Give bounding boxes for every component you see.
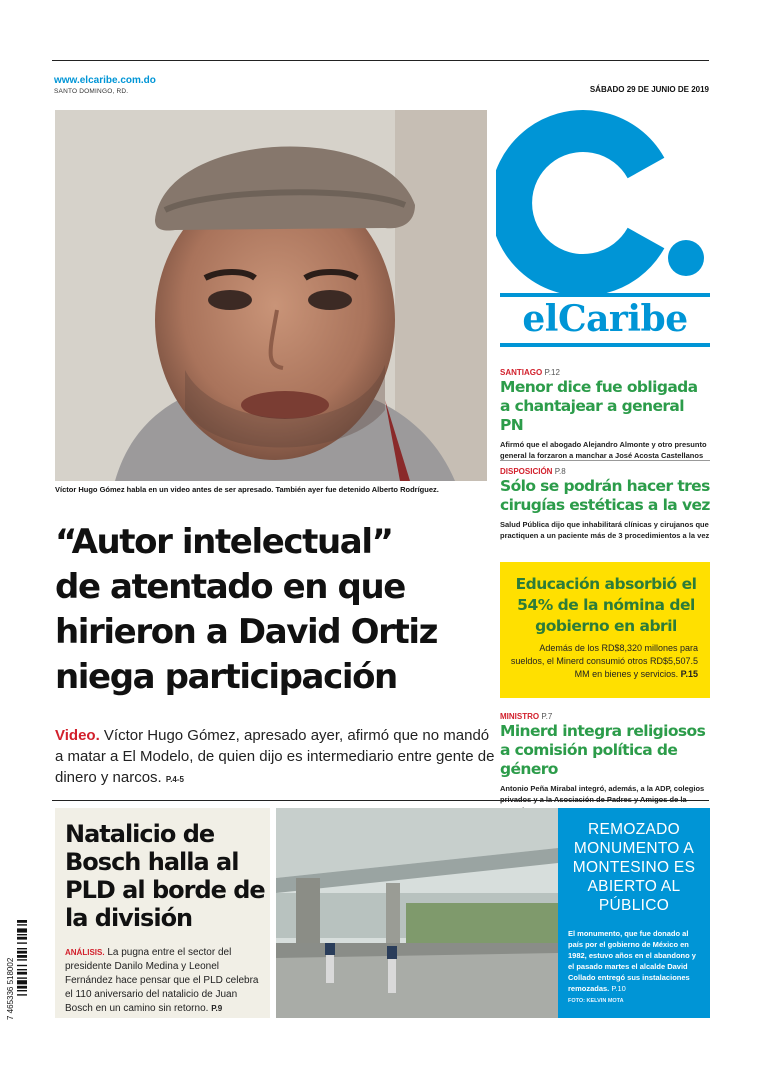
monument-photo[interactable] (276, 808, 558, 1018)
divider (500, 460, 710, 461)
montesino-text: El monumento, que fue donado al país por el gobierno de México en 1982, estuvo años en el abandono y el pasado martes el alcalde David Collado entregó sus instalaciones remozadas. (568, 929, 696, 993)
montesino-body (568, 928, 704, 994)
logo-wordmark[interactable]: elCaribe (522, 298, 688, 340)
kicker-label: MINISTRO (500, 712, 540, 721)
story-headline: Sólo se podrán hacer tres cirugías estéticas a la vez (500, 477, 710, 514)
logo-c-icon (496, 108, 710, 293)
lede-page: P.4-5 (165, 775, 184, 784)
hero-caption: Víctor Hugo Gómez habla en un video antes de ser apresado. También ayer fue detenido Alberto Rodríguez. (55, 485, 439, 494)
lede-text: Víctor Hugo Gómez, apresado ayer, afirmó que no mandó a matar a El Modelo, de quien dijo es intermediario entre gente de dinero y narcos. (55, 727, 495, 786)
montesino-headline: REMOZADO MONUMENTO A MONTESINO ES ABIERTO AL PÚBLICO (572, 821, 696, 914)
kicker-page: P.12 (544, 368, 560, 377)
education-box[interactable] (500, 562, 710, 698)
headline-line: niega participación (55, 657, 397, 697)
education-body (508, 642, 698, 681)
education-page: P.15 (680, 669, 698, 679)
site-url[interactable]: www.elcaribe.com.do (54, 75, 156, 86)
story-headline: Minerd integra religiosos a comisión política de género (500, 722, 706, 778)
story-kicker (500, 467, 710, 476)
logo-rule-top (500, 293, 710, 297)
bottom-rule (52, 800, 709, 801)
kicker-label: SANTIAGO (500, 368, 543, 377)
bosch-story[interactable] (55, 808, 270, 1018)
education-headline: Educación absorbió el 54% de la nómina del gobierno en abril (515, 575, 697, 635)
bosch-keyword: ANÁLISIS. (65, 948, 105, 957)
kicker-page: P.7 (541, 712, 553, 721)
story-kicker (500, 712, 710, 721)
education-text: Además de los RD$8,320 millones para sueldos, el Minerd consumió otros RD$5,507.5 MM en bienes y servicios. (510, 643, 698, 679)
monument-photo-illustration (276, 808, 558, 1018)
headline-line: hirieron a David Ortiz (55, 612, 438, 652)
kicker-page: P.8 (554, 467, 566, 476)
bosch-body (65, 946, 265, 1016)
top-rule (52, 60, 709, 61)
story-headline: Menor dice fue obligada a chantajear a general PN (500, 378, 698, 434)
lede-keyword: Video. (55, 727, 100, 744)
main-lede (55, 725, 495, 790)
logo-rule-bottom (500, 343, 710, 347)
photo-credit: FOTO: KELVIN MOTA (568, 998, 624, 1004)
bosch-headline: Natalicio de Bosch halla al PLD al borde de la división (65, 820, 265, 932)
montesino-box[interactable] (558, 808, 710, 1018)
montesino-page: P.10 (611, 984, 626, 993)
story-body: Afirmó que el abogado Alejandro Almonte y otro presunto general la forzaron a manchar a José Acosta Castellanos (500, 440, 707, 460)
kicker-label: DISPOSICIÓN (500, 467, 553, 476)
hero-photo-illustration (55, 110, 487, 481)
story-santiago[interactable] (500, 368, 710, 461)
bosch-page: P.9 (211, 1004, 223, 1013)
bosch-text: La pugna entre el sector del presidente Danilo Medina y Leonel Fernández hace pensar que el PLD celebra el 110 aniversario del natalicio de Juan Bosch en un camino sin retorno. (65, 947, 259, 1014)
story-disposicion[interactable] (500, 467, 710, 541)
main-headline[interactable] (55, 520, 495, 700)
story-body: Salud Pública dijo que inhabilitará clínicas y cirujanos que practiquen a un paciente más de 3 procedimientos a la vez (500, 520, 710, 540)
headline-line: “Autor intelectual” (55, 522, 393, 562)
barcode-number: 7 465336 518002 (6, 957, 15, 1020)
story-body: Antonio Peña Mirabal integró, además, a la ADP, colegios (500, 784, 705, 793)
story-kicker (500, 368, 710, 377)
city-label: SANTO DOMINGO, RD. (54, 88, 129, 95)
headline-line: de atentado en que (55, 567, 405, 607)
hero-photo[interactable] (55, 110, 487, 481)
issue-date: SÁBADO 29 DE JUNIO DE 2019 (589, 85, 709, 94)
